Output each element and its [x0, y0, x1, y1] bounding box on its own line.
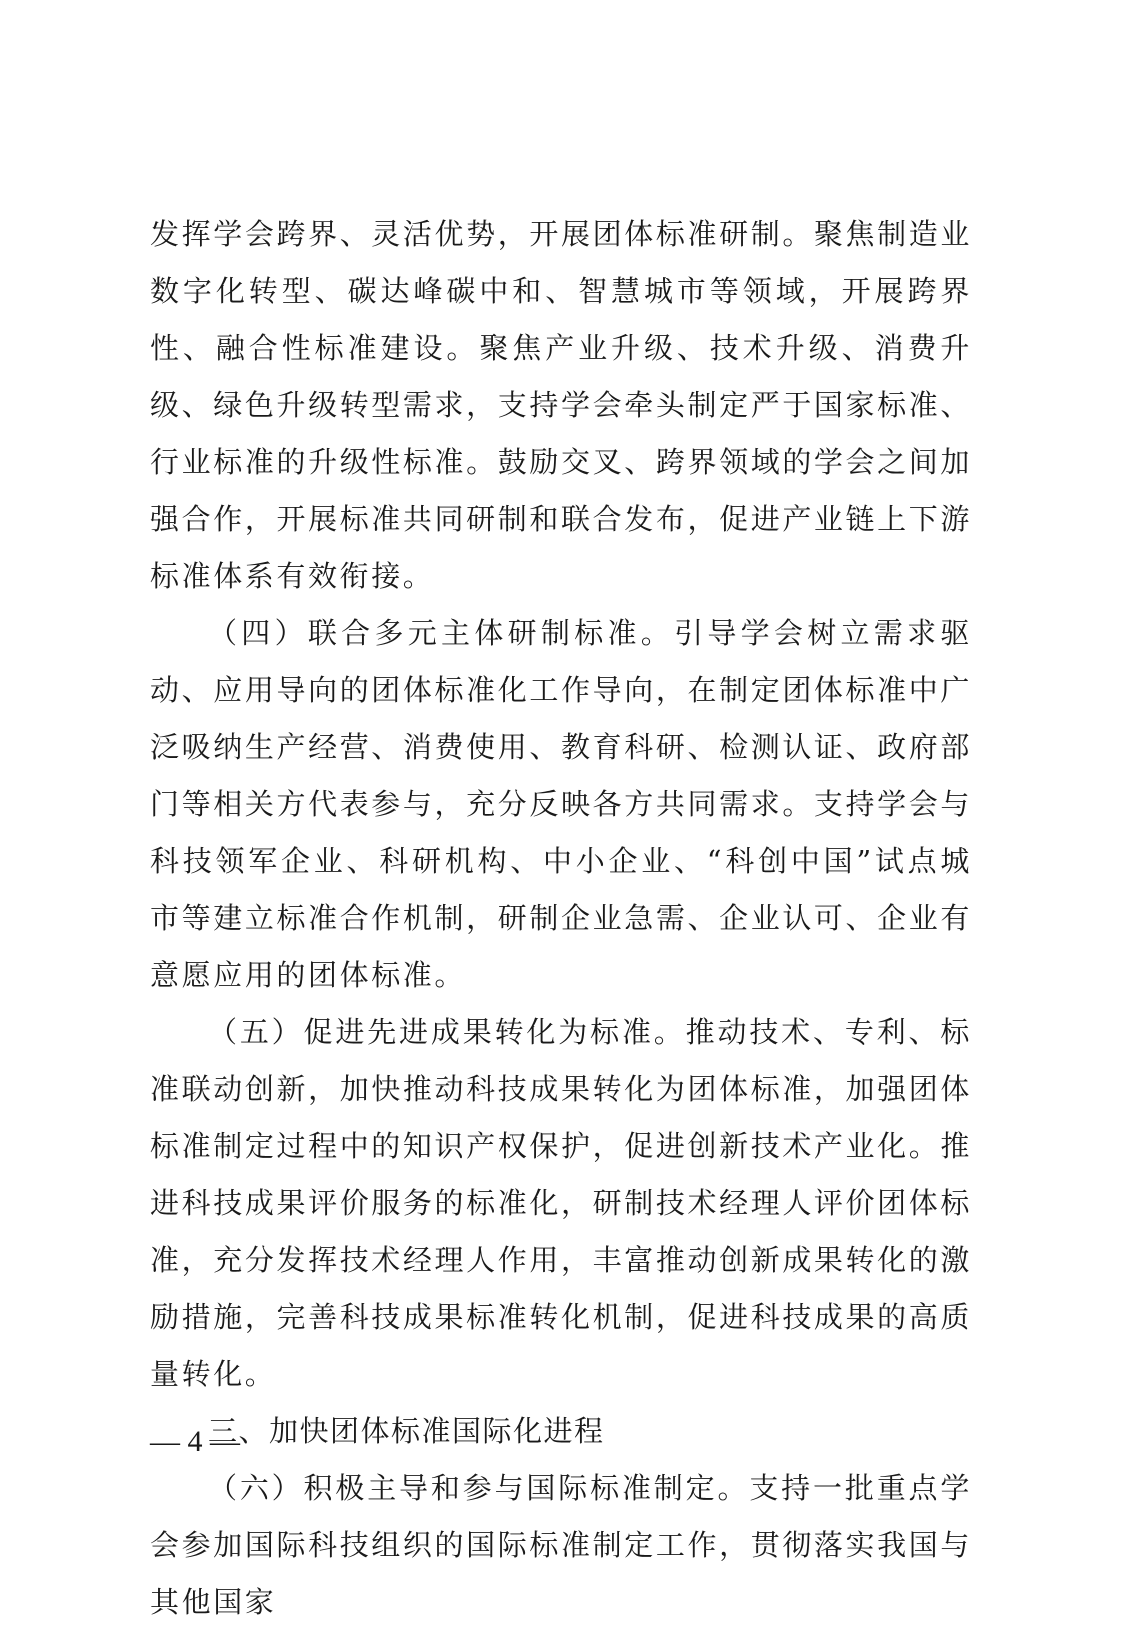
section-heading-three: 三、加快团体标准国际化进程: [208, 1414, 605, 1448]
paragraph-section-four: （四）联合多元主体研制标准。引导学会树立需求驱动、应用导向的团体标准化工作导向，在制定团体标准中广泛吸纳生产经营、消费使用、教育科研、检测认证、政府部门等相关方代表参与，充分反映各方共同需求。支持学会与科技领军企业、科研机构、中小企业、“科创中国”试点城市等建立标准合作机制，研制企业急需、企业认可、企业有意愿应用的团体标准。: [150, 616, 972, 992]
page-number: — 4 —: [150, 1425, 240, 1458]
paragraph-section-six: （六）积极主导和参与国际标准制定。支持一批重点学会参加国际科技组织的国际标准制定工作，贯彻落实我国与其他国家: [150, 1471, 972, 1619]
paragraph-section-five: （五）促进先进成果转化为标准。推动技术、专利、标准联动创新，加快推动科技成果转化为团体标准，加强团体标准制定过程中的知识产权保护，促进创新技术产业化。推进科技成果评价服务的标准化，研制技术经理人评价团体标准，充分发挥技术经理人作用，丰富推动创新成果转化的激励措施，完善科技成果标准转化机制，促进科技成果的高质量转化。: [150, 1015, 972, 1391]
paragraph-continuation: 发挥学会跨界、灵活优势，开展团体标准研制。聚焦制造业数字化转型、碳达峰碳中和、智慧城市等领域，开展跨界性、融合性标准建设。聚焦产业升级、技术升级、消费升级、绿色升级转型需求，支持学会牵头制定严于国家标准、行业标准的升级性标准。鼓励交叉、跨界领域的学会之间加强合作，开展标准共同研制和联合发布，促进产业链上下游标准体系有效衔接。: [150, 217, 972, 593]
document-body: [150, 206, 972, 1631]
